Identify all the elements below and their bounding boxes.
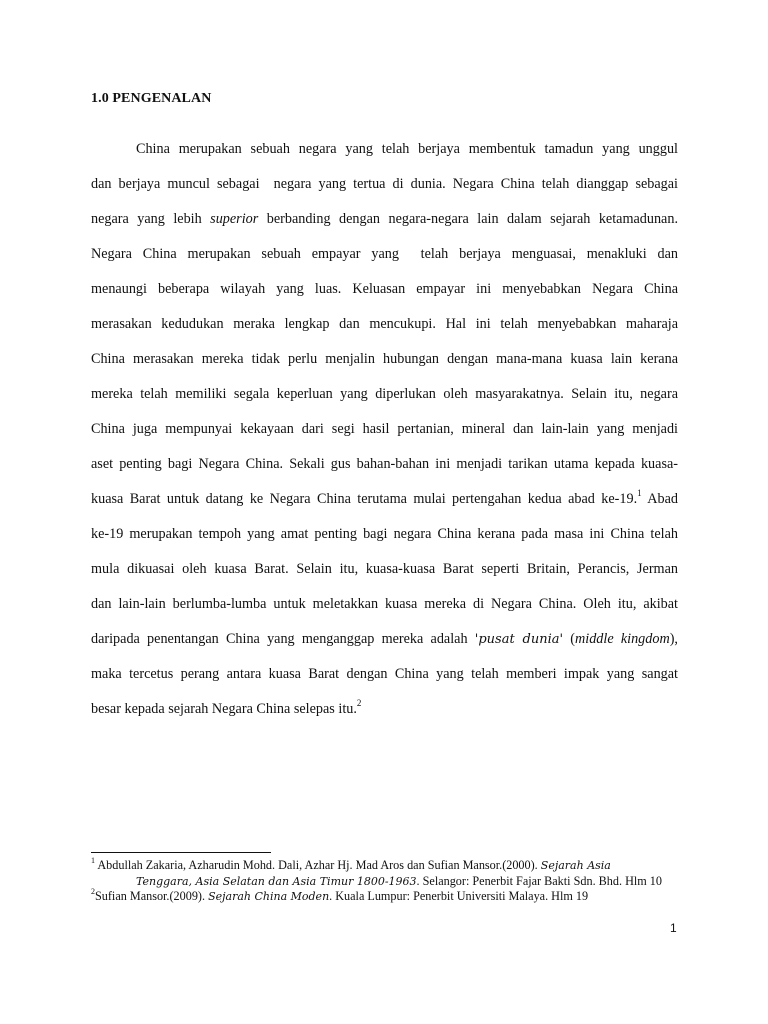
paragraph-line-16 — [91, 665, 678, 683]
paragraph-line-17 — [91, 700, 678, 718]
page-number: 1 — [670, 921, 677, 935]
footnote-1-continued — [136, 874, 662, 889]
italic-term: middle kingdom — [575, 631, 670, 647]
paragraph-line-3 — [91, 210, 678, 228]
paragraph-line-15 — [91, 630, 678, 649]
line-text: China merupakan sebuah negara yang telah berjaya membentuk tamadun yang unggul — [136, 141, 678, 157]
line-text: aset penting bagi Negara China. Sekali gus bahan-bahan ini menjadi tarikan utama kepada kuasa- — [91, 456, 678, 472]
line-text: mereka telah memiliki segala keperluan yang diperlukan oleh masyarakatnya. Selain itu, negara — [91, 386, 678, 402]
paragraph-line-4 — [91, 245, 678, 263]
paragraph-line-13 — [91, 560, 678, 578]
line-text: maka tercetus perang antara kuasa Barat dengan China yang telah memberi impak yang sangat — [91, 666, 678, 682]
line-text: merasakan kedudukan meraka lengkap dan mencukupi. Hal ini telah menyebabkan maharaja — [91, 316, 678, 332]
paragraph-line-14 — [91, 595, 678, 613]
line-text: daripada penentangan China yang menganggap mereka adalah — [91, 631, 475, 647]
line-text: Abad — [641, 491, 679, 507]
paragraph-line-11 — [91, 490, 678, 508]
paragraph-line-10 — [91, 455, 678, 473]
italic-term: superior — [210, 211, 259, 227]
footnote-2 — [91, 886, 589, 904]
line-text: mula dikuasai oleh kuasa Barat. Selain itu, kuasa-kuasa Barat seperti Britain, Perancis, Jerman — [91, 561, 678, 577]
line-text: ), — [669, 631, 678, 647]
line-text: China juga mempunyai kekayaan dari segi hasil pertanian, mineral dan lain-lain yang menjadi — [91, 421, 678, 437]
footnote-ref-2[interactable]: 2 — [356, 698, 362, 709]
paragraph-line-6 — [91, 315, 678, 333]
footnote-marker: 1 — [91, 855, 95, 865]
paragraph-line-2 — [91, 175, 678, 193]
paragraph-line-9 — [91, 420, 678, 438]
line-text: berbanding dengan negara-negara lain dalam sejarah ketamadunan. — [258, 211, 678, 227]
line-text: dan lain-lain berlumba-lumba untuk meletakkan kuasa mereka di Negara China. Oleh itu, akibat — [91, 596, 678, 612]
paragraph-line-7 — [91, 350, 678, 368]
line-text: China merasakan mereka tidak perlu menjalin hubungan dengan mana-mana kuasa lain kerana — [91, 351, 678, 367]
paragraph-line-5 — [91, 280, 678, 298]
footnote-title: Tenggara, Asia Selatan dan Asia Timur 1800-1963 — [136, 875, 417, 888]
line-text: menaungi beberapa wilayah yang luas. Keluasan empayar ini menyebabkan Negara China — [91, 281, 678, 297]
line-text: Negara China merupakan sebuah empayar yang telah berjaya menguasai, menakluki dan — [91, 246, 678, 262]
line-text: ( — [563, 631, 575, 647]
line-text: besar kepada sejarah Negara China selepas itu. — [91, 701, 357, 717]
footnote-ref-1[interactable]: 1 — [637, 488, 642, 499]
footnote-separator — [91, 852, 271, 853]
line-text: ke-19 merupakan tempoh yang amat penting bagi negara China kerana pada masa ini China telah — [91, 526, 678, 542]
footnote-text: . Selangor: Penerbit Fajar Bakti Sdn. Bhd. Hlm 10 — [416, 874, 662, 888]
paragraph-line-8 — [91, 385, 678, 403]
footnote-text: Abdullah Zakaria, Azharudin Mohd. Dali, Azhar Hj. Mad Aros dan Sufian Mansor.(2000). — [95, 858, 541, 872]
paragraph-line-1 — [136, 140, 678, 158]
section-heading: 1.0 PENGENALAN — [91, 91, 212, 106]
footnote-text: . Kuala Lumpur: Penerbit Universiti Malaya. Hlm 19 — [329, 889, 589, 903]
italic-term: 'pusat dunia' — [474, 632, 564, 647]
footnote-title: Sejarah China Moden — [208, 890, 330, 903]
line-text: kuasa Barat untuk datang ke Negara China terutama mulai pertengahan kedua abad ke-19. — [91, 491, 638, 507]
line-text: negara yang lebih — [91, 211, 211, 227]
footnote-text: Sufian Mansor.(2009). — [95, 889, 209, 903]
footnote-1 — [91, 855, 611, 873]
footnote-title: Sejarah Asia — [540, 859, 611, 872]
line-text: dan berjaya muncul sebagai negara yang tertua di dunia. Negara China telah dianggap sebagai — [91, 176, 678, 192]
paragraph-line-12 — [91, 525, 678, 543]
footnote-marker: 2 — [91, 886, 95, 896]
